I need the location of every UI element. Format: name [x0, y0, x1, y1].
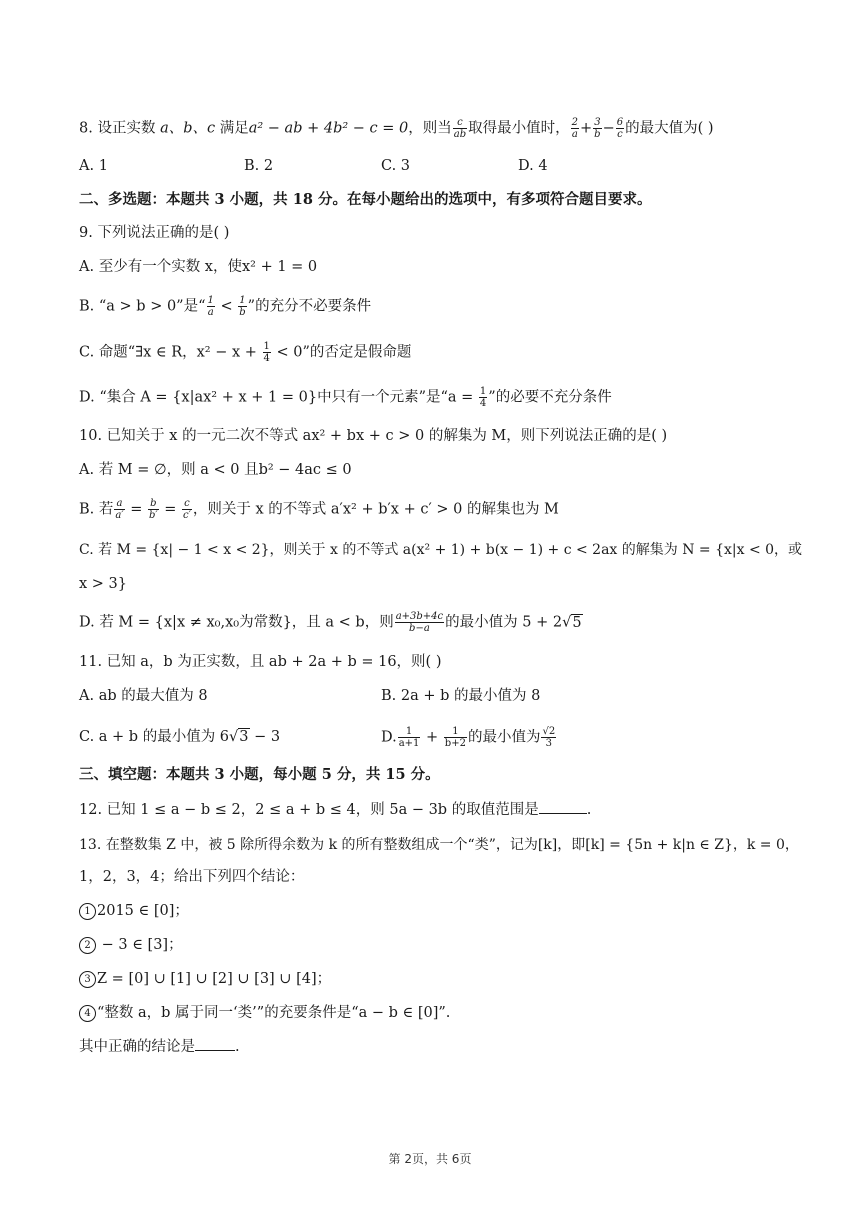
q11-c-post: − 3: [249, 729, 281, 745]
q13-end: .: [235, 1039, 240, 1055]
q9-c-f-den: 4: [263, 353, 270, 364]
q9-d-frac: [479, 386, 487, 409]
question-13-line1: 13. 在整数集 Z 中，被 5 除所得余数为 k 的所有整数组成一个“类”，记为[k]，即[k] = {5n + k|n ∈ Z}，k = 0，: [79, 837, 799, 853]
q10-option-d: D. 若 M = {x|x ≠ x₀,x₀为常数}，且 a < b，则 $\frac{a+3b+4c}{b-a}$ 的最小值为 5 + 2√5: [79, 611, 582, 634]
q8-text-a: 8. 设正实数: [79, 120, 156, 137]
section-3-heading: 三、填空题：本题共 3 小题，每小题 5 分，共 15 分。: [79, 766, 440, 783]
q10-b-frac-2: [148, 498, 159, 521]
q9-b-f2-num: 1: [239, 295, 246, 306]
q9-c-f-num: 1: [263, 341, 270, 352]
q11-d-f3-den: 3: [545, 738, 552, 749]
q10-b-frac-3: [182, 498, 192, 521]
q8-text-b: 满足: [219, 120, 249, 137]
q10-b-f3-num: c: [182, 498, 192, 510]
circled-number-icon: 4: [79, 1005, 96, 1022]
q11-d-plus: +: [421, 729, 443, 746]
q10-d-sqrt: 5: [572, 614, 582, 631]
q10-b-frac-1: [114, 498, 124, 521]
q9-d-f-num: 1: [479, 386, 487, 397]
q10-d-mid: 的最小值为 5 + 2: [445, 614, 563, 631]
q9-b-f2-den: b: [239, 307, 246, 318]
circled-number-icon: 1: [79, 903, 96, 920]
q8-fraction-3b: [593, 117, 601, 140]
q11-option-c: C. a + b 的最小值为 6√3 − 3: [79, 729, 281, 745]
q8-fraction-c-ab: [453, 117, 467, 140]
q13-item-text: “整数 a，b 属于同一‘类’”的充要条件是“a − b ∈ [0]”.: [97, 1005, 451, 1021]
q13-conclusion-2: [79, 934, 183, 956]
question-13-line2: 1，2，3，4；给出下列四个结论：: [79, 869, 305, 885]
q11-d-f1-num: 1: [398, 726, 421, 738]
q13-item-text: Z = [0] ∪ [1] ∪ [2] ∪ [3] ∪ [4]；: [97, 971, 332, 987]
q9-c-frac: [263, 341, 271, 364]
q11-d-frac-2: [444, 726, 467, 749]
q11-d-frac-3: [541, 726, 556, 749]
q9-option-d: [79, 386, 612, 409]
question-10-stem: 10. 已知关于 x 的一元二次不等式 ax² + bx + c > 0 的解集为 M，则下列说法正确的是( ): [79, 428, 668, 444]
q10-option-b: B. 若 $\frac{a}{a'}$ = $\frac{b}{b'}$ = $\frac{c}{c'}$ ，则关于 x 的不等式 a′x² + b′x + c′ > 0 的解集也为 M: [79, 498, 559, 521]
q9-b-frac-2: [238, 295, 246, 318]
q8-frac-num: c: [453, 117, 467, 129]
q11-d-f2-den: b+2: [444, 738, 466, 749]
q10-b-f1-den: a′: [115, 510, 124, 521]
q8-f2-den: b: [594, 129, 601, 140]
q10-b-post: ，则关于 x 的不等式 a′x² + b′x + c′ > 0 的解集也为 M: [192, 501, 559, 518]
q8-f3-den: c: [617, 129, 623, 140]
q8-option-c: C. 3: [381, 158, 411, 174]
q13-answer-blank: [195, 1036, 235, 1051]
question-12: [79, 799, 591, 821]
q11-d-f1-den: a+1: [398, 738, 420, 749]
q9-d-post: ”的必要不充分条件: [488, 389, 612, 406]
section-2-heading: 二、多选题：本题共 3 小题，共 18 分。在每小题给出的选项中，有多项符合题目要求。: [79, 191, 652, 208]
q10-b-f2-num: b: [148, 498, 159, 510]
q8-option-a: A. 1: [79, 158, 108, 174]
q8-text-e: 的最大值为( ): [625, 120, 714, 137]
q11-d-pre: D.: [381, 729, 397, 746]
q8-fraction-2a: [571, 117, 579, 140]
q11-option-a: A. ab 的最大值为 8: [79, 688, 208, 704]
q8-f1-den: a: [571, 129, 578, 140]
question-8-stem: 8. 设正实数 a、b、c 满足a² − ab + 4b² − c = 0，则当 $\frac{c}{ab}$ 取得最小值时， $\frac{2}{a}$ + $\frac{3}{b}$ − $\frac{6}{c}$ 的最大值为( ): [79, 117, 714, 140]
q8-equation: a² − ab + 4b² − c = 0: [248, 120, 409, 137]
q10-d-f-num: a+3b+4c: [395, 611, 444, 622]
q13-conclusion-text: 其中正确的结论是: [79, 1039, 195, 1055]
q8-text-d: 取得最小值时，: [468, 120, 570, 137]
q9-d-f-den: 4: [479, 398, 487, 409]
q13-conclusion-3: [79, 968, 331, 990]
q11-c-sqrt: 3: [239, 729, 249, 745]
q9-b-f1-num: 1: [207, 295, 214, 306]
q12-end: .: [586, 802, 592, 818]
q8-text-c: ，则当: [408, 120, 452, 137]
q8-option-d: D. 4: [518, 158, 548, 174]
q9-c-pre: C. 命题“∃x ∈ R，x² − x +: [79, 344, 262, 361]
q8-frac-den: ab: [453, 129, 467, 140]
question-9-stem: 9. 下列说法正确的是( ): [79, 225, 230, 241]
q11-option-d: [381, 726, 557, 749]
q9-b-frac-1: [207, 295, 215, 318]
q11-d-mid: 的最小值为: [467, 729, 541, 746]
q8-fraction-6c: [616, 117, 624, 140]
q9-option-b: [79, 295, 371, 318]
q9-option-a: A. 至少有一个实数 x，使x² + 1 = 0: [79, 259, 318, 275]
q13-conclusion-1: [79, 900, 189, 922]
circled-number-icon: 2: [79, 937, 96, 954]
q11-option-b: B. 2a + b 的最小值为 8: [381, 688, 541, 704]
q10-d-f-den: b−a: [409, 623, 430, 634]
q8-f3-num: 6: [616, 117, 624, 128]
question-11-stem: 11. 已知 a，b 为正实数，且 ab + 2a + b = 16，则( ): [79, 654, 442, 670]
q10-b-f2-den: b′: [148, 510, 158, 521]
q9-b-post: ”的充分不必要条件: [247, 298, 372, 315]
q10-d-frac: [395, 611, 444, 634]
q9-c-post: < 0”的否定是假命题: [271, 344, 412, 361]
q8-vars: a、b、c: [160, 120, 216, 137]
q11-c-pre: C. a + b 的最小值为 6: [79, 729, 230, 745]
q8-f2-num: 3: [594, 117, 601, 128]
q10-option-c-line1: C. 若 M = {x| − 1 < x < 2}，则关于 x 的不等式 a(x² + 1) + b(x − 1) + c < 2ax 的解集为 N = {x|x < 0，或: [79, 542, 803, 558]
page-footer: 第 2页，共 6页: [388, 1152, 472, 1166]
q8-option-b: B. 2: [244, 158, 274, 174]
q9-option-c: [79, 341, 411, 364]
q12-answer-blank: [539, 799, 587, 814]
q10-b-pre: B. 若: [79, 501, 114, 518]
q13-item-text: 2015 ∈ [0]；: [97, 903, 189, 919]
q13-item-text: − 3 ∈ [3]；: [97, 937, 183, 953]
q8-f1-num: 2: [571, 117, 579, 128]
circled-number-icon: 3: [79, 971, 96, 988]
q9-b-pre: B. “a > b > 0”是“: [79, 298, 206, 315]
q10-b-f3-den: c′: [183, 510, 191, 521]
q10-b-f1-num: a: [114, 498, 124, 510]
q10-option-c-line2: x > 3}: [79, 576, 127, 592]
q11-d-f2-num: 1: [444, 726, 467, 738]
q13-answer-line: [79, 1036, 240, 1058]
q9-d-pre: D. “集合 A = {x|ax² + x + 1 = 0}中只有一个元素”是“a =: [79, 389, 478, 406]
q9-b-f1-den: a: [207, 307, 214, 318]
q10-d-pre: D. 若 M = {x|x ≠ x₀,x₀为常数}，且 a < b，则: [79, 614, 394, 631]
q10-option-a: A. 若 M = ∅，则 a < 0 且b² − 4ac ≤ 0: [79, 462, 352, 478]
q11-d-f3-num: √2: [542, 726, 556, 737]
q13-conclusion-4: [79, 1002, 450, 1024]
q12-stem: 12. 已知 1 ≤ a − b ≤ 2，2 ≤ a + b ≤ 4，则 5a − 3b 的取值范围是: [79, 802, 539, 818]
q9-b-lt: <: [215, 298, 238, 315]
q11-d-frac-1: [398, 726, 421, 749]
